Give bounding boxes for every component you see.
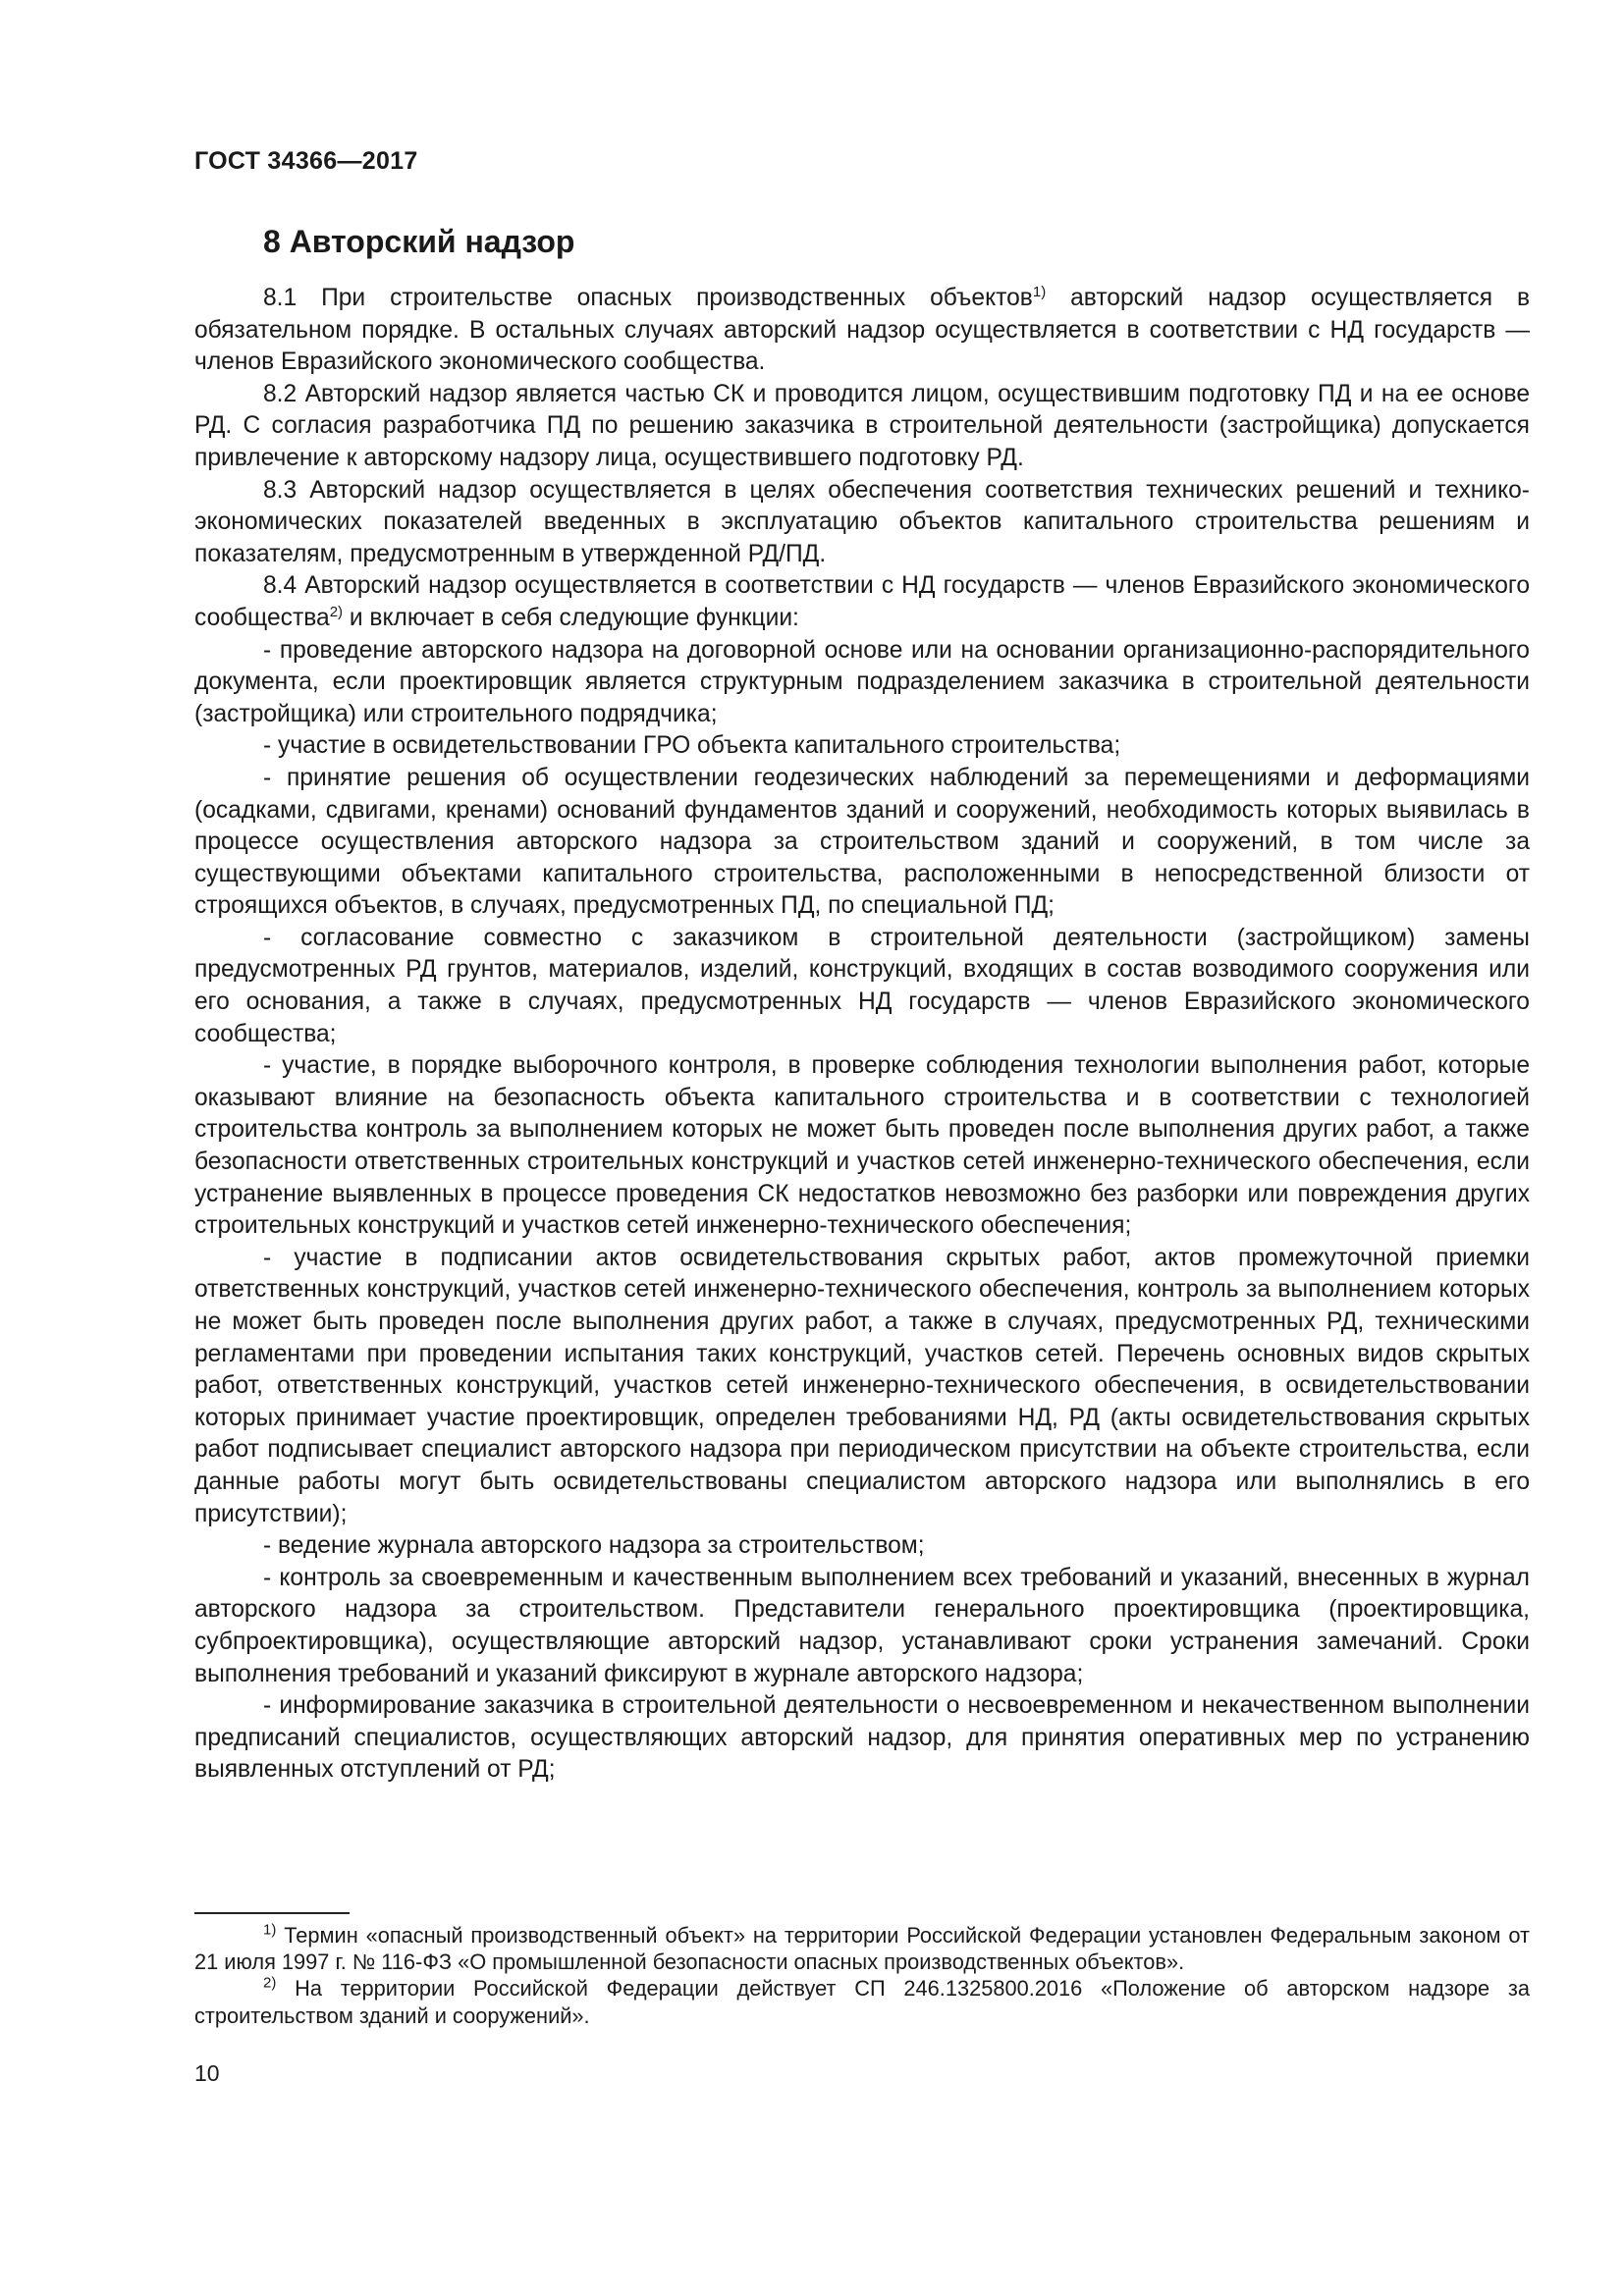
- footnote-mark: 2): [263, 1975, 277, 1993]
- page-number: 10: [194, 2060, 220, 2086]
- footnote-ref-2: 2): [329, 603, 344, 620]
- footnote-1: [194, 1922, 1530, 1975]
- paragraph-text: и включает в себя следующие функции:: [343, 604, 799, 631]
- list-item: - ведение журнала авторского надзора за строительством;: [263, 1532, 925, 1560]
- standard-header: ГОСТ 34366—2017: [194, 147, 418, 175]
- footnote-2: [194, 1975, 1530, 2028]
- paragraph-text: 8.4 Авторский надзор осуществляется в соответствии с НД государств — членов Евразийского экономического сообщества: [194, 572, 1530, 631]
- footnote-ref-1: 1): [1032, 283, 1047, 300]
- list-item: - участие в подписании актов освидетельствования скрытых работ, актов промежуточной приемки ответственных конструкций, участков сетей инженерно-технического обеспечения, контроль за выполнением которых не может быть проведен после выполнения других работ, а также в случаях, предусмотренных РД, техническими регламентами при проведении испытания таких конструкций, участков сетей. Перечень основных видов скрытых работ, ответственных конструкций, участков сетей инженерно-технического обеспечения, в освидетельствовании которых принимает участие проектировщик, определен требованиями НД, РД (акты освидетельствования скрытых работ подписывает специалист авторского надзора при периодическом присутствии на объекте строительства, если данные работы могут быть освидетельствованы специалистом авторского надзора или выполнялись в его присутствии);: [194, 1244, 1530, 1527]
- section-title: 8 Авторский надзор: [263, 224, 575, 259]
- paragraph-text: 8.1 При строительстве опасных производственных объектов: [263, 285, 1033, 311]
- paragraph-8-1: [194, 283, 1530, 379]
- list-item: - контроль за своевременным и качественным выполнением всех требований и указаний, внесенных в журнал авторского надзора за строительством. Представители генерального проектировщика (проектировщика, субпроектировщика), осуществляющие авторский надзор, устанавливают сроки устранения замечаний. Сроки выполнения требований и указаний фиксируют в журнале авторского надзора;: [194, 1564, 1530, 1687]
- footnotes: [194, 1922, 1530, 2029]
- list-item: - проведение авторского надзора на договорной основе или на основании организационно-распорядительного документа, если проектировщик является структурным подразделением заказчика в строительной деятельности (застройщика) или строительного подрядчика;: [194, 636, 1530, 727]
- list-item: - согласование совместно с заказчиком в строительной деятельности (застройщиком) замены предусмотренных РД грунтов, материалов, изделий, конструкций, входящих в состав возводимого сооружения или его основания, а также в случаях, предусмотренных НД государств — членов Евразийского экономического сообщества;: [194, 924, 1530, 1047]
- paragraph-8-3: 8.3 Авторский надзор осуществляется в целях обеспечения соответствия технических решений и технико-экономических показателей введенных в эксплуатацию объектов капитального строительства решениям и показателям, предусмотренным в утвержденной РД/ПД.: [194, 476, 1530, 567]
- body-text: [194, 283, 1530, 1787]
- footnote-text: Термин «опасный производственный объект» на территории Российской Федерации установлен Федеральным законом от 21 июля 1997 г. № 116-ФЗ «О промышленной безопасности опасных производственных объектов».: [194, 1923, 1530, 1975]
- list-item: - участие в освидетельствовании ГРО объекта капитального строительства;: [263, 732, 1121, 760]
- paragraph-8-2: 8.2 Авторский надзор является частью СК и проводится лицом, осуществившим подготовку ПД и на ее основе РД. С согласия разработчика ПД по решению заказчика в строительной деятельности (застройщика) допускается привлечение к авторскому надзору лица, осуществившего подготовку РД.: [194, 380, 1530, 471]
- paragraph-text: авторский надзор осуществляется в обязательном порядке. В остальных случаях авторский надзор осуществляется в соответствии с НД государств — членов Евразийского экономического сообщества.: [194, 285, 1531, 376]
- footnote-separator: [194, 1912, 350, 1914]
- list-item: - принятие решения об осуществлении геодезических наблюдений за перемещениями и деформациями (осадками, сдвигами, кренами) оснований фундаментов зданий и сооружений, необходимость которых выявилась в процессе осуществления авторского надзора за строительством зданий и сооружений, в том числе за существующими объектами капитального строительства, расположенными в непосредственной близости от строящихся объектов, в случаях, предусмотренных ПД, по специальной ПД;: [194, 764, 1530, 920]
- footnote-text: На территории Российской Федерации действует СП 246.1325800.2016 «Положение об авторском надзоре за строительством зданий и сооружений».: [194, 1976, 1530, 2028]
- list-item: - участие, в порядке выборочного контроля, в проверке соблюдения технологии выполнения работ, которые оказывают влияние на безопасность объекта капитального строительства и в соответствии с технологией строительства контроль за выполнением которых не может быть проведен после выполнения других работ, а также безопасности ответственных строительных конструкций и участков сетей инженерно-технического обеспечения, если устранение выявленных в процессе проведения СК недостатков невозможно без разборки или повреждения других строительных конструкций и участков сетей инженерно-технического обеспечения;: [194, 1052, 1530, 1240]
- list-item: - информирование заказчика в строительной деятельности о несвоевременном и некачественном выполнении предписаний специалистов, осуществляющих авторский надзор, для принятия оперативных мер по устранению выявленных отступлений от РД;: [194, 1692, 1530, 1784]
- footnote-mark: 1): [263, 1921, 277, 1939]
- paragraph-8-4: [194, 570, 1530, 634]
